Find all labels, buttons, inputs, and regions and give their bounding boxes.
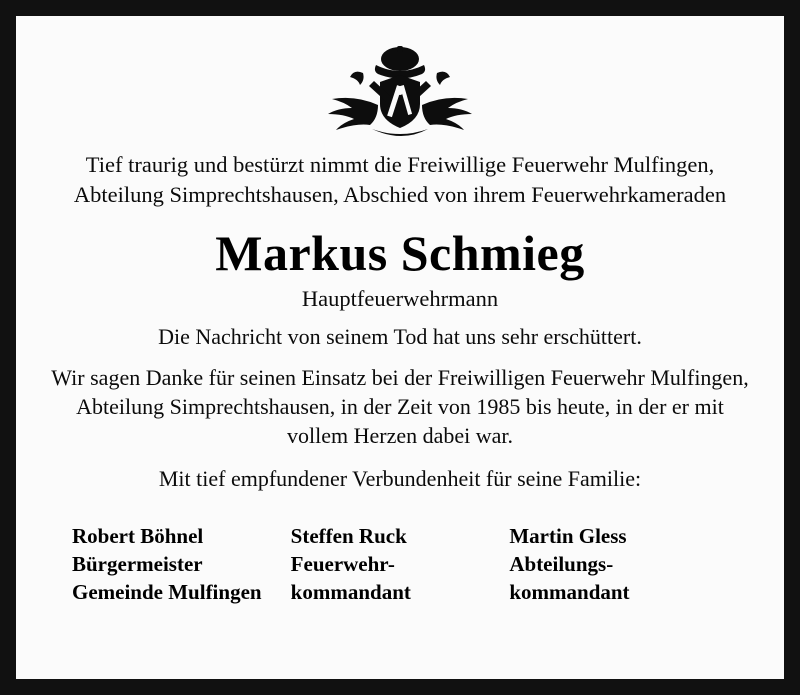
thanks-text: Wir sagen Danke für seinen Einsatz bei der Freiwilligen Feuerwehr Mulfingen, Abteilung Simprechtshausen, in der Zeit von 1985 bis heute, in der er mit vollem Herzen dabei war. [51,364,749,449]
signature-role-1: Feuerwehr- [290,551,395,576]
signature-role-2: Gemeinde Mulfingen [72,579,262,604]
signature-block [291,523,510,606]
signature-block [509,523,728,606]
signature-role-1: Abteilungs- [509,551,614,576]
deceased-name: Markus Schmieg [215,225,585,282]
intro-text: Tief traurig und bestürzt nimmt die Freiwillige Feuerwehr Mulfingen, Abteilung Simprechtshausen, Abschied von ihrem Feuerwehrkameraden [73,152,727,207]
signature-name: Robert Böhnel [72,524,204,549]
signature-block [72,523,291,606]
obituary-card [12,12,788,683]
signature-role-1: Bürgermeister [72,551,203,576]
deceased-rank: Hauptfeuerwehrmann [301,285,499,311]
signature-role-2: kommandant [290,579,411,604]
signature-list [50,523,750,606]
signature-role-2: kommandant [509,579,630,604]
message-text: Die Nachricht von seinem Tod hat uns sehr erschüttert. [158,323,642,349]
fire-brigade-emblem-icon [295,44,505,140]
signature-name: Steffen Ruck [290,524,407,549]
signature-name: Martin Gless [509,524,627,549]
closing-text: Mit tief empfundener Verbundenheit für seine Familie: [158,465,642,491]
